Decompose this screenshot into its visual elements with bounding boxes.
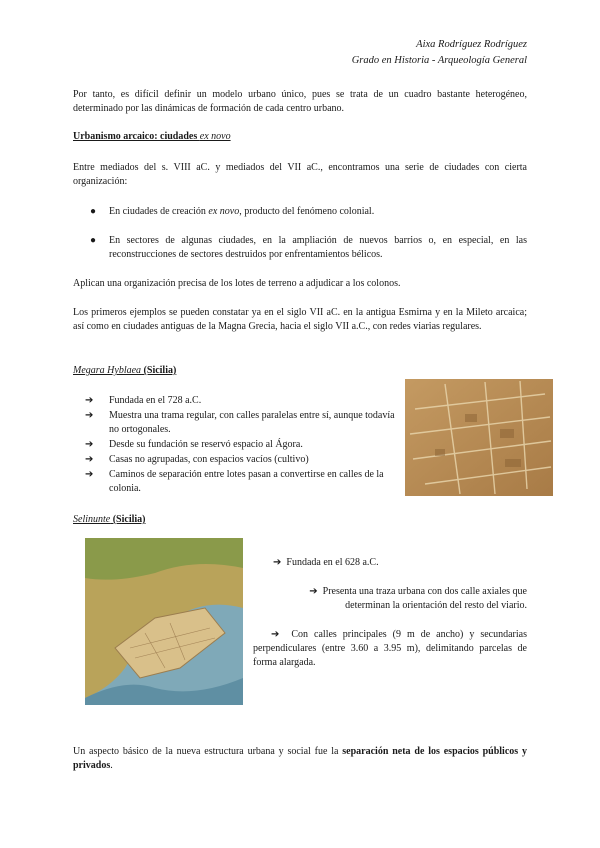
arrow-icon: ➔	[309, 586, 318, 597]
list-item: ➔ Muestra una trama regular, con calles paralelas entre sí, aunque todavía no ortogonales.	[85, 410, 395, 435]
closing-paragraph: Un aspecto básico de la nueva estructura urbana y social fue la separación neta de los espacios públicos y privados.	[73, 746, 527, 771]
arrow-icon: ➔	[271, 629, 280, 640]
arrow-icon: ➔	[85, 439, 94, 450]
list-item: ➔ Desde su fundación se reservó espacio al Ágora.	[85, 439, 303, 450]
selinunte-item: ➔ Presenta una traza urbana con dos calle axiales que determinan la orientación del resto del viario.	[309, 586, 527, 611]
selinunte-illustration	[85, 538, 243, 705]
section-heading-selinunte: Selinunte (Sicilia)	[73, 514, 146, 525]
arrow-icon: ➔	[85, 469, 94, 480]
bullet-icon: ●	[90, 235, 97, 246]
section-heading-megara: Megara Hyblaea (Sicilia)	[73, 365, 177, 376]
selinunte-item: ➔ Fundada en el 628 a.C.	[273, 557, 379, 568]
course-name: Grado en Historia - Arqueología General	[351, 55, 527, 66]
bullet-icon: ●	[90, 206, 97, 217]
arrow-icon: ➔	[273, 557, 282, 568]
intro-paragraph: Por tanto, es difícil definir un modelo urbano único, pues se trata de un cuadro bastante heterogéneo, determinado por las dinámicas de formación de cada centro urbano.	[73, 89, 527, 114]
author-name: Aixa Rodríguez Rodríguez	[416, 39, 527, 50]
megara-aerial-photo	[405, 379, 553, 496]
selinunte-item: ➔ Con calles principales (9 m de ancho) y secundarias perpendiculares (entre 3.60 a 3.95 m), delimitando parcelas de forma alargada.	[253, 629, 527, 668]
section-paragraph-2: Aplican una organización precisa de los lotes de terreno a adjudicar a los colonos.	[73, 278, 401, 289]
arrow-icon: ➔	[85, 395, 94, 406]
section-paragraph-1: Entre mediados del s. VIII aC. y mediados del VII aC., encontramos una serie de ciudades con cierta organización:	[73, 162, 527, 187]
megara-list	[85, 394, 398, 497]
page-header	[352, 37, 527, 69]
section-heading-archaic: Urbanismo arcaico: ciudades ex novo	[73, 131, 231, 142]
section-paragraph-3: Los primeros ejemplos se pueden constatar ya en el siglo VII aC. en la antigua Esmirna y en la Mileto arcaica; así como en ciudades antiguas de la Magna Grecia, hacia el siglo VII a.C., con redes viarias regulares.	[73, 307, 527, 332]
bullet-item: ● En sectores de algunas ciudades, en la ampliación de nuevos barrios o, en especial, en las reconstrucciones de sectores destruidos por enfrentamientos bélicos.	[90, 235, 527, 260]
bullet-item: ● En ciudades de creación ex novo, producto del fenómeno colonial.	[90, 206, 375, 217]
list-item: ➔ Fundada en el 728 a.C.	[85, 395, 202, 406]
arrow-icon: ➔	[85, 410, 94, 421]
list-item: ➔ Casas no agrupadas, con espacios vacíos (cultivo)	[85, 454, 309, 465]
list-item: ➔ Caminos de separación entre lotes pasan a convertirse en calles de la colonia.	[85, 469, 384, 494]
arrow-icon: ➔	[85, 454, 94, 465]
